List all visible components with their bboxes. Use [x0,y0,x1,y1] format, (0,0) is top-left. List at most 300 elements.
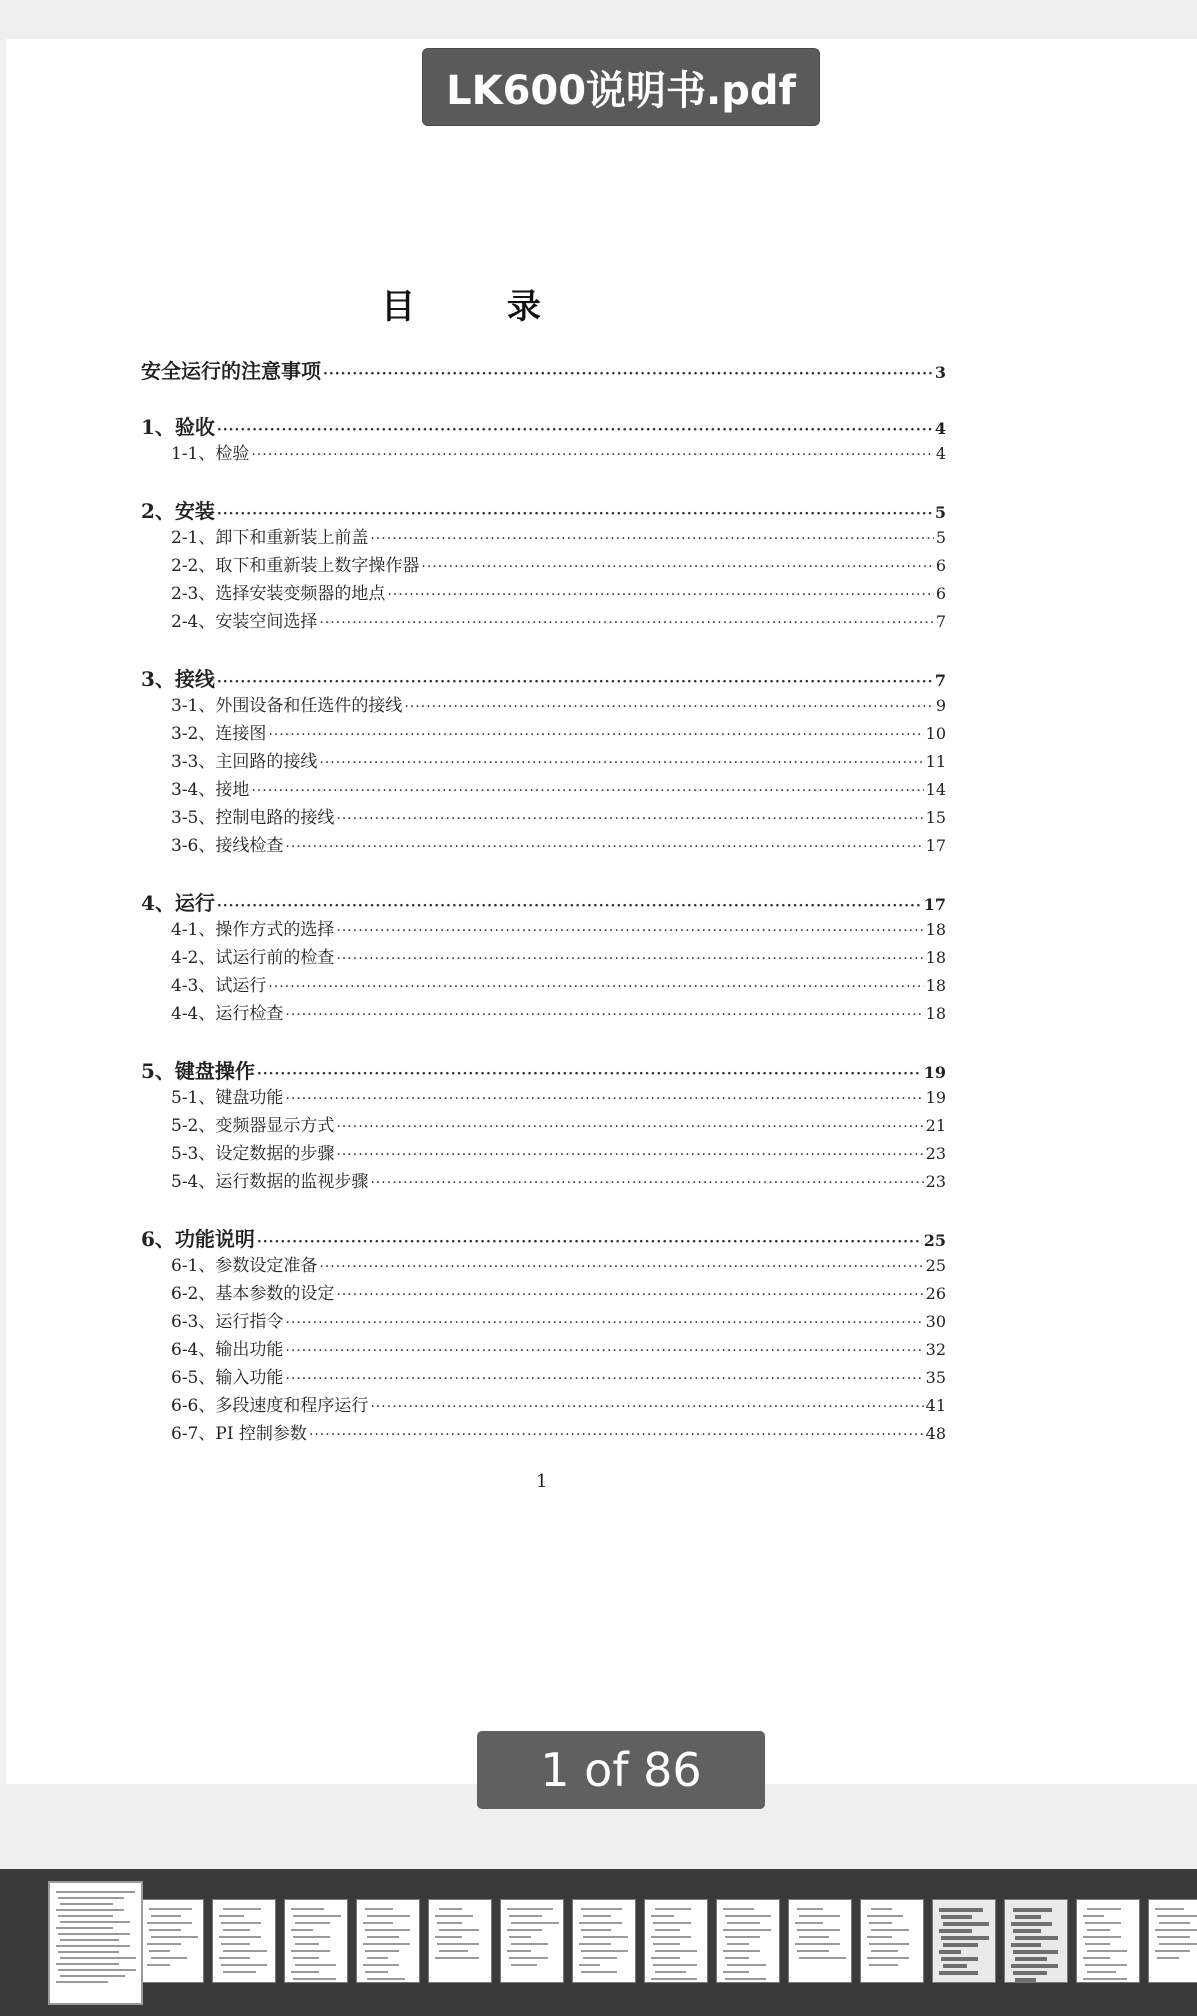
toc-page-number: 25 [923,1231,946,1250]
thumbnail-text-line [1085,1943,1110,1945]
toc-leader-dots [336,1119,923,1135]
thumbnail-text-line [367,1936,399,1938]
thumbnail-text-line [725,1936,760,1938]
thumbnail-text-line [579,1943,611,1945]
thumbnail-text-line [797,1950,829,1952]
toc-entry-label: 2-2、取下和重新装上数字操作器 [171,556,420,576]
toc-section-row[interactable] [141,943,946,971]
toc-page-number: 4 [934,419,946,438]
thumbnail-text-line [58,1897,124,1899]
toc-leader-dots [251,447,933,463]
toc-page-number: 19 [923,1063,946,1082]
thumbnail-text-line [291,1971,319,1973]
toc-section-row[interactable] [141,607,946,635]
toc-entry-label: 2-1、卸下和重新装上前盖 [171,528,369,548]
thumbnail-text-line [295,1943,319,1945]
toc-leader-dots [387,587,933,603]
thumbnail-text-line [795,1922,823,1924]
toc-chapter-row[interactable] [141,355,946,383]
thumbnail-text-line [60,1921,130,1923]
toc-entry-label: 4-3、试运行 [171,976,267,996]
thumbnail-text-line [1011,1943,1041,1947]
toc-leader-dots [257,1234,922,1250]
thumbnail-page[interactable] [284,1899,348,1983]
toc-leader-dots [421,559,933,575]
toc-page-number: 5 [935,528,946,547]
toc-entry-label: 4-2、试运行前的检查 [171,948,335,968]
toc-chapter-row[interactable] [141,887,946,915]
thumbnail-text-line [221,1964,267,1966]
toc-section-row[interactable] [141,1335,946,1363]
page-footer-mark: 1 [536,1471,548,1492]
thumbnail-text-line [1013,1950,1058,1954]
thumbnail-text-line [58,1915,113,1917]
thumbnail-text-line [943,1964,967,1968]
thumbnail-text-line [437,1922,462,1924]
thumbnail-current-page[interactable] [48,1881,143,2005]
thumbnail-text-line [655,1908,691,1910]
toc-page-number: 6 [935,584,946,603]
thumbnail-text-line [435,1915,473,1917]
thumbnail-page[interactable] [1076,1899,1140,1983]
toc-gap [141,859,946,887]
thumbnail-text-line [1015,1915,1041,1919]
toc-section-row[interactable] [141,1139,946,1167]
toc-entry-label: 6-1、参数设定准备 [171,1256,318,1276]
thumbnail-text-line [939,1971,978,1975]
thumbnail-text-line [725,1915,771,1917]
toc-page-number: 35 [925,1368,946,1387]
thumbnail-text-line [797,1908,823,1910]
toc-section-row[interactable] [141,719,946,747]
thumbnail-text-line [56,1945,130,1947]
thumbnail-text-line [439,1950,468,1952]
thumbnail-text-line [291,1950,330,1952]
thumbnail-page[interactable] [1148,1899,1197,1983]
toc-page-number: 17 [923,895,946,914]
toc-leader-dots [370,531,933,547]
thumbnail-text-line [871,1908,892,1910]
toc-heading: 目 录 [381,287,581,327]
thumbnail-text-line [941,1957,978,1961]
thumbnail-text-line [363,1922,393,1924]
thumbnail-text-line [56,1927,113,1929]
toc-page-number: 25 [925,1256,946,1275]
toc-entry-label: 4-4、运行检查 [171,1004,284,1024]
toc-leader-dots [319,755,923,771]
thumbnail-text-line [293,1957,319,1959]
thumbnail-text-line [58,1969,136,1971]
toc-entry-label: 3-1、外围设备和任选件的接线 [171,696,403,716]
toc-page-number: 19 [925,1088,946,1107]
toc-leader-dots [319,1259,923,1275]
thumbnail-text-line [1087,1971,1116,1973]
toc-entry-label: 4-1、操作方式的选择 [171,920,335,940]
toc-leader-dots [285,1007,923,1023]
thumbnail-text-line [435,1957,479,1959]
thumbnail-text-line [1157,1936,1190,1938]
thumbnail-text-line [869,1943,909,1945]
thumbnail-page[interactable] [428,1899,492,1983]
thumbnail-text-line [1083,1915,1104,1917]
thumbnail-text-line [60,1903,113,1905]
thumbnail-text-line [223,1971,256,1973]
toc-page-number: 18 [925,1004,946,1023]
toc-gap [141,383,946,411]
thumbnail-text-line [869,1922,892,1924]
thumbnail-text-line [219,1957,250,1959]
thumbnail-text-line [219,1915,244,1917]
thumbnail-text-line [1155,1929,1197,1931]
thumbnail-text-line [439,1929,479,1931]
thumbnail-text-line [1087,1929,1110,1931]
thumbnail-text-line [511,1922,559,1924]
thumbnail-text-line [1083,1957,1110,1959]
thumbnail-text-line [727,1964,766,1966]
thumbnail-text-line [293,1978,336,1980]
thumbnail-text-line [219,1936,261,1938]
thumbnail-text-line [439,1908,462,1910]
thumbnail-text-line [651,1978,697,1980]
thumbnail-text-line [1015,1957,1047,1961]
thumbnail-text-line [943,1943,978,1947]
toc-entry-label: 6-3、运行指令 [171,1312,284,1332]
toc-entry-label: 安全运行的注意事项 [141,359,321,383]
toc-page-number: 7 [935,612,946,631]
toc-entry-label: 3-6、接线检查 [171,836,284,856]
thumbnail-text-line [221,1922,261,1924]
toc-section-row[interactable] [141,523,946,551]
toc-leader-dots [268,727,923,743]
thumbnail-text-line [581,1908,622,1910]
toc-gap [141,635,946,663]
thumbnail-text-line [223,1950,267,1952]
thumbnail-text-line [1013,1929,1041,1933]
toc-entry-label: 6、功能说明 [141,1227,255,1251]
toc-section-row[interactable] [141,1419,946,1447]
toc-chapter-row[interactable] [141,495,946,523]
thumbnail-text-line [293,1936,330,1938]
thumbnail-text-line [579,1964,600,1966]
thumbnail-text-line [655,1971,686,1973]
thumbnail-text-line [799,1915,840,1917]
thumbnail-text-line [1085,1922,1121,1924]
thumbnail-text-line [725,1957,749,1959]
pdf-page [6,39,1197,1784]
thumbnail-text-line [149,1929,181,1931]
thumbnail-text-line [797,1929,840,1931]
toc-section-row[interactable] [141,1391,946,1419]
thumbnail-text-line [363,1964,399,1966]
thumbnail-text-line [867,1915,903,1917]
toc-entry-label: 6-5、输入功能 [171,1368,284,1388]
toc-section-row[interactable] [141,1251,946,1279]
thumbnail-page[interactable] [572,1899,636,1983]
table-of-contents [141,355,946,1447]
thumbnail-text-line [60,1975,125,1977]
toc-entry-label: 2、安装 [141,499,215,523]
toc-page-number: 3 [934,363,946,382]
toc-entry-label: 5-4、运行数据的监视步骤 [171,1172,369,1192]
thumbnail-text-line [1157,1915,1197,1917]
toc-leader-dots [285,1091,923,1107]
toc-page-number: 18 [925,948,946,967]
toc-leader-dots [336,951,923,967]
toc-section-row[interactable] [141,1083,946,1111]
thumbnail-text-line [871,1929,909,1931]
toc-entry-label: 6-6、多段速度和程序运行 [171,1396,369,1416]
toc-section-row[interactable] [141,747,946,775]
toc-leader-dots [370,1399,923,1415]
thumbnail-text-line [723,1971,749,1973]
toc-entry-label: 3-2、连接图 [171,724,267,744]
toc-entry-label: 1、验收 [141,415,215,439]
thumbnail-page[interactable] [788,1899,852,1983]
thumbnail-text-line [365,1929,410,1931]
toc-leader-dots [285,1343,923,1359]
thumbnail-text-line [56,1963,119,1965]
toc-leader-dots [257,1066,922,1082]
toc-section-row[interactable] [141,1307,946,1335]
toc-section-row[interactable] [141,439,946,467]
toc-leader-dots [217,674,933,690]
toc-section-row[interactable] [141,1167,946,1195]
toc-section-row[interactable] [141,1279,946,1307]
thumbnail-text-line [509,1936,531,1938]
thumbnail-text-line [1159,1922,1190,1924]
toc-page-number: 21 [925,1116,946,1135]
thumbnail-text-line [1087,1950,1127,1952]
thumbnail-text-line [435,1936,462,1938]
toc-leader-dots [323,366,933,382]
toc-page-number: 9 [935,696,946,715]
toc-leader-dots [370,1175,923,1191]
thumbnail-page[interactable] [860,1899,924,1983]
thumbnail-text-line [1011,1964,1058,1968]
toc-entry-label: 5-1、键盘功能 [171,1088,284,1108]
toc-leader-dots [268,979,923,995]
toc-entry-label: 3-4、接地 [171,780,250,800]
thumbnail-text-line [1155,1908,1184,1910]
thumbnail-text-line [583,1936,628,1938]
thumbnail-text-line [943,1922,989,1926]
thumbnail-text-line [223,1908,261,1910]
thumbnail-text-line [795,1943,840,1945]
toc-section-row[interactable] [141,831,946,859]
toc-entry-label: 5-3、设定数据的步骤 [171,1144,335,1164]
toc-entry-label: 2-4、安装空间选择 [171,612,318,632]
thumbnail-text-line [1083,1936,1121,1938]
toc-page-number: 23 [925,1144,946,1163]
toc-leader-dots [251,783,923,799]
toc-leader-dots [336,1147,923,1163]
thumbnail-text-line [655,1929,680,1931]
thumbnail-text-line [1085,1964,1127,1966]
toc-section-row[interactable] [141,971,946,999]
thumbnail-text-line [651,1915,674,1917]
toc-page-number: 11 [925,752,946,771]
thumbnail-text-line [1013,1971,1047,1975]
toc-page-number: 48 [925,1424,946,1443]
toc-section-row[interactable] [141,691,946,719]
thumbnail-text-line [1155,1950,1190,1952]
thumbnail-page[interactable] [644,1899,708,1983]
thumbnail-text-line [365,1950,399,1952]
thumbnail-text-line [651,1957,680,1959]
toc-page-number: 30 [925,1312,946,1331]
thumbnail-text-line [151,1957,187,1959]
thumbnail-text-line [1013,1908,1052,1912]
thumbnail-text-line [869,1964,898,1966]
toc-section-row[interactable] [141,775,946,803]
thumbnail-text-line [941,1915,972,1919]
thumbnail-text-line [507,1908,553,1910]
thumbnail-text-line [581,1929,611,1931]
thumbnail-text-line [147,1964,170,1966]
thumbnail-page[interactable] [140,1899,204,1983]
thumbnail-text-line [1157,1957,1179,1959]
toc-page-number: 18 [925,976,946,995]
thumbnail-text-line [367,1978,405,1980]
thumbnail-page[interactable] [716,1899,780,1983]
thumbnail-text-line [581,1971,617,1973]
thumbnail-text-line [223,1929,250,1931]
toc-page-number: 32 [925,1340,946,1359]
toc-leader-dots [285,1371,923,1387]
toc-entry-label: 3-5、控制电路的接线 [171,808,335,828]
thumbnail-text-line [1087,1908,1121,1910]
page-counter: 1 of 86 [477,1731,765,1809]
toc-chapter-row[interactable] [141,411,946,439]
toc-chapter-row[interactable] [141,1223,946,1251]
toc-entry-label: 3-3、主回路的接线 [171,752,318,772]
thumbnail-text-line [651,1936,691,1938]
toc-section-row[interactable] [141,803,946,831]
toc-page-number: 23 [925,1172,946,1191]
thumbnail-text-line [363,1943,410,1945]
toc-leader-dots [217,506,933,522]
thumbnail-text-line [723,1908,754,1910]
thumbnail-text-line [653,1922,691,1924]
thumbnail-text-line [939,1908,983,1912]
thumbnail-text-line [867,1957,909,1959]
toc-leader-dots [217,898,922,914]
thumbnail-text-line [511,1964,537,1966]
thumbnail-text-line [58,1951,119,1953]
toc-entry-label: 6-2、基本参数的设定 [171,1284,335,1304]
thumbnail-text-line [60,1957,136,1959]
toc-section-row[interactable] [141,579,946,607]
thumbnail-text-line [725,1978,766,1980]
thumbnail-text-line [799,1957,846,1959]
toc-page-number: 14 [925,780,946,799]
thumbnail-text-line [147,1922,192,1924]
thumbnail-text-line [151,1915,181,1917]
thumbnail-text-line [295,1922,330,1924]
thumbnail-page[interactable] [932,1899,996,1983]
toc-leader-dots [285,839,923,855]
toc-section-row[interactable] [141,999,946,1027]
toc-section-row[interactable] [141,915,946,943]
toc-page-number: 6 [935,556,946,575]
thumbnail-text-line [507,1950,531,1952]
thumbnail-text-line [507,1929,542,1931]
thumbnail-text-line [367,1915,410,1917]
toc-section-row[interactable] [141,1111,946,1139]
thumbnail-text-line [365,1971,388,1973]
toc-chapter-row[interactable] [141,1055,946,1083]
thumbnail-text-line [655,1950,697,1952]
thumbnail-text-line [799,1936,829,1938]
thumbnail-text-line [221,1943,250,1945]
thumbnail-text-line [149,1950,170,1952]
toc-leader-dots [336,923,923,939]
toc-leader-dots [319,615,933,631]
thumbnail-text-line [653,1943,680,1945]
thumbnail-text-line [291,1908,324,1910]
toc-section-row[interactable] [141,551,946,579]
thumbnail-text-line [939,1950,961,1954]
thumbnail-text-line [727,1943,749,1945]
toc-gap [141,467,946,495]
thumbnail-strip[interactable] [0,1869,1197,2016]
toc-entry-label: 6-4、输出功能 [171,1340,284,1360]
thumbnail-text-line [511,1943,548,1945]
thumbnail-text-line [149,1908,192,1910]
thumbnail-text-line [1011,1922,1052,1926]
toc-entry-label: 5、键盘操作 [141,1059,255,1083]
thumbnail-text-line [583,1957,617,1959]
thumbnail-text-line [653,1964,697,1966]
thumbnail-page[interactable] [356,1899,420,1983]
thumbnail-text-line [437,1943,479,1945]
thumbnail-text-line [583,1915,611,1917]
toc-leader-dots [217,422,933,438]
toc-page-number: 5 [934,503,946,522]
thumbnail-text-line [723,1950,760,1952]
toc-chapter-row[interactable] [141,663,946,691]
toc-leader-dots [336,1287,923,1303]
thumbnail-text-line [365,1908,393,1910]
thumbnail-text-line [291,1929,313,1931]
thumbnail-text-line [939,1929,972,1933]
toc-leader-dots [285,1315,923,1331]
toc-page-number: 15 [925,808,946,827]
thumbnail-text-line [581,1950,628,1952]
toc-entry-label: 4、运行 [141,891,215,915]
toc-leader-dots [336,811,923,827]
thumbnail-text-line [509,1915,542,1917]
thumbnail-text-line [58,1933,130,1935]
thumbnail-page[interactable] [212,1899,276,1983]
thumbnail-text-line [295,1964,336,1966]
thumbnail-text-line [509,1957,548,1959]
thumbnail-text-line [1083,1978,1127,1980]
toc-section-row[interactable] [141,1363,946,1391]
thumbnail-text-line [56,1891,135,1893]
toc-page-number: 7 [934,671,946,690]
thumbnail-text-line [293,1915,341,1917]
toc-page-number: 10 [925,724,946,743]
thumbnail-page[interactable] [1004,1899,1068,1983]
toc-page-number: 17 [925,836,946,855]
toc-entry-label: 1-1、检验 [171,444,250,464]
toc-page-number: 41 [925,1396,946,1415]
document-title-badge: LK600说明书.pdf [422,48,820,126]
thumbnail-text-line [151,1936,198,1938]
toc-entry-label: 5-2、变频器显示方式 [171,1116,335,1136]
thumbnail-page[interactable] [500,1899,564,1983]
